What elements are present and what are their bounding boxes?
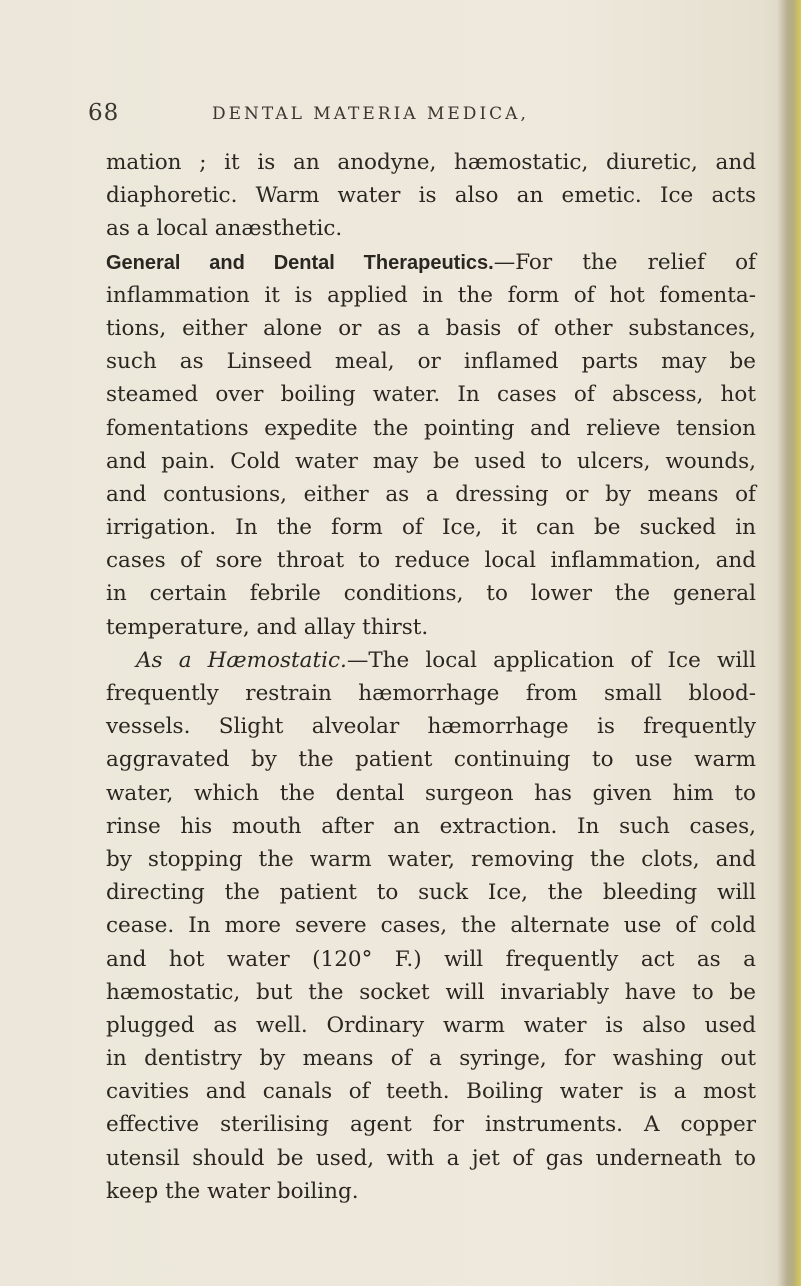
text-line: effective sterilising agent for instruments. A copper [106,1112,756,1138]
text-line: cease. In more severe cases, the alternate use of cold [106,913,756,939]
text-line: rinse his mouth after an extraction. In such cases, [106,813,756,839]
text-line: temperature, and allay thirst. [106,614,429,640]
text-line: in certain febrile conditions, to lower the general [106,581,756,607]
text-line: mation ; it is an anodyne, hæmostatic, diuretic, and [106,150,756,175]
text-line: as a local anæsthetic. [106,216,343,242]
text-line: and pain. Cold water may be used to ulcers, wounds, [106,448,756,474]
text-line: inflammation it is applied in the form of hot fomenta- [106,282,756,308]
text-line: keep the water boiling. [106,1178,359,1204]
text-line: diaphoretic. Warm water is also an emetic. Ice acts [106,183,756,209]
text-line: by stopping the warm water, removing the clots, and [106,846,756,872]
text-line: cases of sore throat to reduce local inflammation, and [106,548,756,574]
subheading: As a Hæmostatic. [136,647,347,673]
text-line: in dentistry by means of a syringe, for washing out [106,1046,756,1072]
text-line: frequently restrain hæmorrhage from small blood- [106,681,756,706]
text-line: utensil should be used, with a jet of gas underneath to [106,1145,756,1171]
text-line: steamed over boiling water. In cases of abscess, hot [106,382,756,408]
text-line: plugged as well. Ordinary warm water is also used [106,1012,756,1038]
text-line: fomentations expedite the pointing and relieve tension [106,415,756,441]
body-text [106,146,756,1208]
text-line: tions, either alone or as a basis of other substances, [106,315,756,341]
text-run: —For the relief of [493,249,757,275]
text-line: vessels. Slight alveolar hæmorrhage is frequently [106,714,756,740]
text-line: cavities and canals of teeth. Boiling water is a most [106,1079,756,1105]
text-line: and contusions, either as a dressing or by means of [106,481,756,507]
running-title: DENTAL MATERIA MEDICA, [212,104,529,124]
text-line: and hot water (120° F.) will frequently act as a [106,946,756,972]
text-line: aggravated by the patient continuing to use warm [106,747,756,773]
text-line: such as Linseed meal, or inflamed parts may be [106,349,756,375]
text-line: directing the patient to suck Ice, the bleeding will [106,880,756,906]
subheading-line [106,644,756,677]
text-line: irrigation. In the form of Ice, it can be sucked in [106,515,756,541]
text-run: —The local application of Ice will [346,647,756,673]
section-heading-line [106,246,756,279]
page-number: 68 [88,100,120,126]
text-line: hæmostatic, but the socket will invariably have to be [106,979,756,1005]
page-edge-shadow [777,0,801,1286]
text-line: water, which the dental surgeon has given him to [106,780,756,806]
section-heading: General and Dental Therapeutics. [106,251,494,274]
